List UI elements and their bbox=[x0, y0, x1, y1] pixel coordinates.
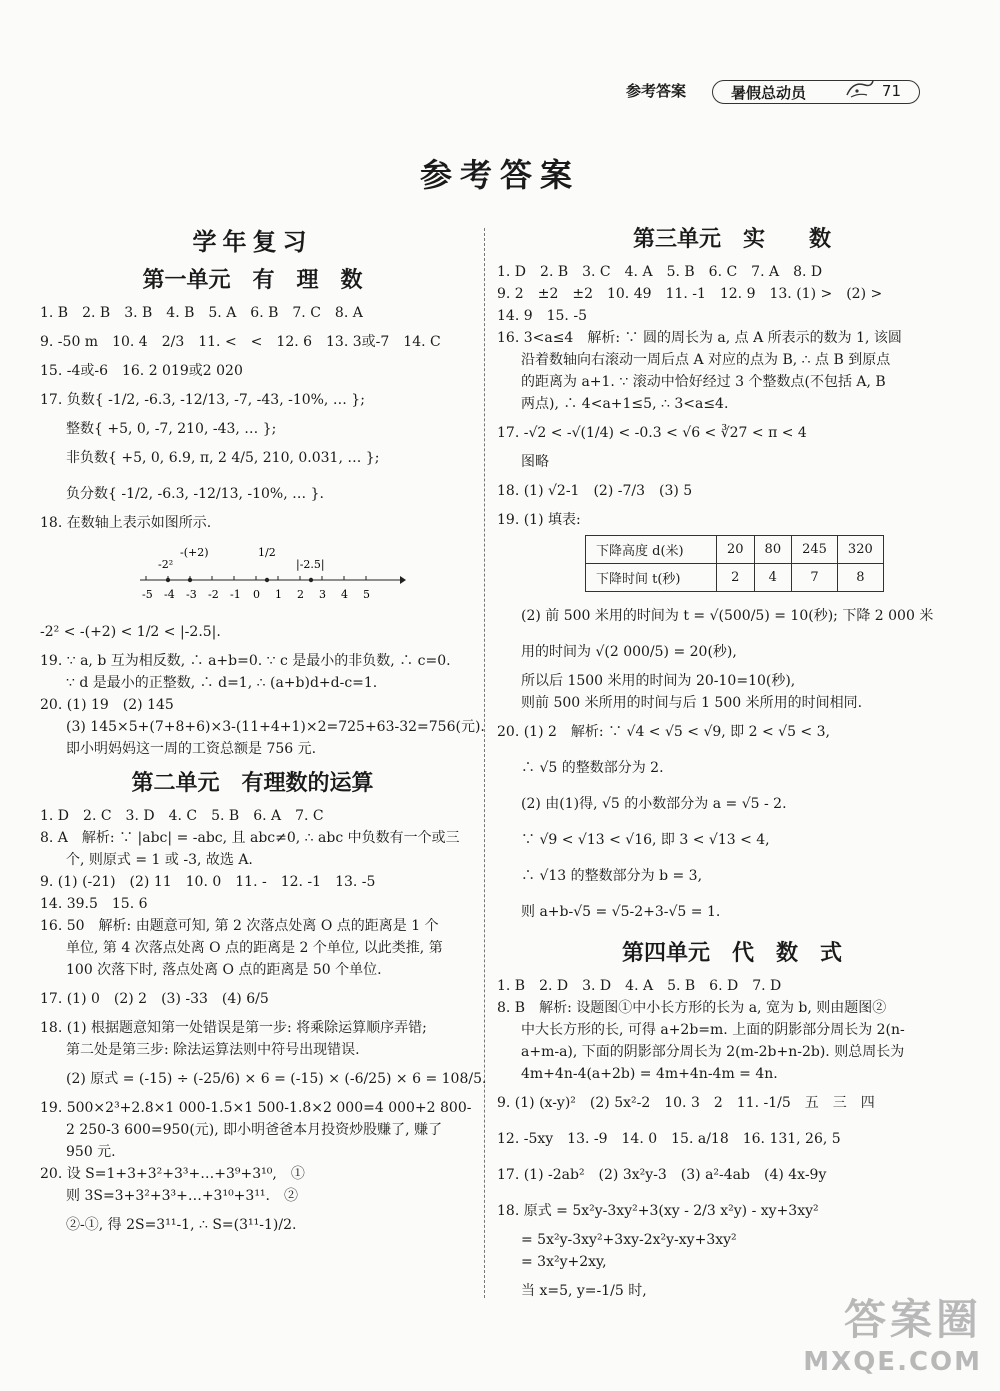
watermark-logo bbox=[803, 1287, 982, 1377]
answer-line: 16. 50 解析: 由题意可知, 第 2 次落点处离 O 点的距离是 1 个 bbox=[40, 918, 439, 934]
table-cell: 245 bbox=[792, 536, 838, 564]
answer-line: 1. B 2. B 3. B 4. B 5. A 6. B 7. C 8. A bbox=[40, 305, 363, 321]
answer-line: (2) 原式 = (-15) ÷ (-25/6) × 6 = (-15) × (-6/25) × 6 = 108/5. bbox=[66, 1071, 487, 1087]
right-column bbox=[497, 222, 967, 1309]
answer-line: 2 250-3 600=950(元), 即小明爸爸本月投资炒股赚了, 赚了 bbox=[66, 1122, 443, 1138]
watermark-text: 答案圈 bbox=[843, 1295, 982, 1344]
table-row bbox=[586, 564, 884, 592]
tick-label: 0 bbox=[253, 588, 260, 601]
answer-line: 20. (1) 19 (2) 145 bbox=[40, 697, 174, 713]
answer-line: 负分数{ -1/2, -6.3, -12/13, -10%, … }. bbox=[66, 486, 324, 502]
answer-line: = 5x²y-3xy²+3xy-2x²y-xy+3xy² bbox=[521, 1232, 737, 1248]
answer-line: 用的时间为 √(2 000/5) = 20(秒), bbox=[521, 644, 737, 660]
answer-line: 18. 在数轴上表示如图所示. bbox=[40, 515, 212, 531]
answer-line: 15. -4或-6 16. 2 019或2 020 bbox=[40, 363, 243, 379]
answer-line: 17. (1) -2ab² (2) 3x²y-3 (3) a²-4ab (4) 4x-9y bbox=[497, 1167, 827, 1183]
point-label: |-2.5| bbox=[296, 558, 325, 571]
answer-line: 4m+4n-4(a+2b) = 4m+4n-4m = 4n. bbox=[521, 1066, 778, 1082]
answer-line: 非负数{ +5, 0, 6.9, π, 2 4/5, 210, 0.031, … }; bbox=[66, 450, 380, 466]
answer-line: = 3x²y+2xy, bbox=[521, 1254, 607, 1270]
table-cell: 80 bbox=[754, 536, 792, 564]
tick-label: -1 bbox=[230, 588, 241, 601]
answer-line: 8. A 解析: ∵ |abc| = -abc, 且 abc≠0, ∴ abc 中负数有一个或三 bbox=[40, 830, 460, 846]
answer-line: (3) 145×5+(7+8+6)×3-(11+4+1)×2=725+63-32=756(元). bbox=[66, 719, 485, 735]
answer-line: 则 a+b-√5 = √5-2+3-√5 = 1. bbox=[521, 904, 721, 920]
tick-label: 1 bbox=[275, 588, 282, 601]
answer-line: 的距离为 a+1. ∵ 滚动中恰好经过 3 个整数点(不包括 A, B bbox=[521, 374, 886, 390]
left-column bbox=[40, 222, 487, 1243]
bird-icon bbox=[843, 73, 877, 107]
answer-line: 9. (1) (x-y)² (2) 5x²-2 10. 3 2 11. -1/5 五 三 四 bbox=[497, 1095, 875, 1111]
answer-line: 则前 500 米所用的时间与后 1 500 米所用的时间相同. bbox=[521, 695, 863, 711]
answer-line: (2) 由(1)得, √5 的小数部分为 a = √5 - 2. bbox=[521, 796, 787, 812]
answer-line: 16. 3<a≤4 解析: ∵ 圆的周长为 a, 点 A 所表示的数为 1, 该圆 bbox=[497, 330, 902, 346]
header-pill bbox=[712, 80, 920, 104]
unit-4-heading: 第四单元 代 数 式 bbox=[621, 941, 842, 966]
number-line-ticks bbox=[146, 576, 366, 580]
answer-line: 第二处是第三步: 除法运算法则中符号出现错误. bbox=[66, 1042, 360, 1058]
watermark-url: MXQE.COM bbox=[803, 1347, 982, 1377]
answer-line: 当 x=5, y=-1/5 时, bbox=[521, 1283, 647, 1299]
tick-label: -3 bbox=[186, 588, 197, 601]
unit-1-heading: 第一单元 有 理 数 bbox=[142, 268, 363, 293]
answer-line: 950 元. bbox=[66, 1144, 116, 1160]
answer-line: ②-①, 得 2S=3¹¹-1, ∴ S=(3¹¹-1)/2. bbox=[66, 1217, 297, 1233]
answer-line: 1. D 2. C 3. D 4. C 5. B 6. A 7. C bbox=[40, 808, 324, 824]
answer-line: 9. (1) (-21) (2) 11 10. 0 11. - 12. -1 13. -5 bbox=[40, 874, 376, 890]
answer-line: 100 次落下时, 落点处离 O 点的距离是 50 个单位. bbox=[66, 962, 382, 978]
table-cell: 2 bbox=[717, 564, 755, 592]
unit-2-heading: 第二单元 有理数的运算 bbox=[131, 771, 374, 796]
answer-line: -2² < -(+2) < 1/2 < |-2.5|. bbox=[40, 624, 221, 640]
answer-line: 19. (1) 填表: bbox=[497, 512, 581, 528]
answer-line: 中大长方形的长, 可得 a+2b=m. 上面的阴影部分周长为 2(n- bbox=[521, 1022, 905, 1038]
tick-label: -2 bbox=[208, 588, 219, 601]
table-cell: 8 bbox=[837, 564, 883, 592]
answer-line: 1. D 2. B 3. C 4. A 5. B 6. C 7. A 8. D bbox=[497, 264, 823, 280]
table-cell: 20 bbox=[717, 536, 755, 564]
tick-label: 2 bbox=[297, 588, 304, 601]
header-label: 参考答案 bbox=[626, 82, 687, 100]
tick-label: -4 bbox=[164, 588, 175, 601]
answer-line: 19. 500×2³+2.8×1 000-1.5×1 500-1.8×2 000=4 000+2 800- bbox=[40, 1100, 472, 1116]
answer-line: 17. (1) 0 (2) 2 (3) -33 (4) 6/5 bbox=[40, 991, 269, 1007]
answer-line: a+m-a), 下面的阴影部分周长为 2(m-2b+n-2b). 则总周长为 bbox=[521, 1044, 905, 1060]
table-cell: 4 bbox=[754, 564, 792, 592]
tick-label: -5 bbox=[142, 588, 153, 601]
fill-in-table bbox=[585, 535, 884, 592]
answer-line: 18. 原式 = 5x²y-3xy²+3(xy - 2/3 x²y) - xy+3xy² bbox=[497, 1203, 819, 1219]
answer-line: 整数{ +5, 0, -7, 210, -43, … }; bbox=[66, 421, 277, 437]
point-label: -(+2) bbox=[180, 546, 209, 559]
table-cell: 下降时间 t(秒) bbox=[586, 564, 717, 592]
answer-line: 1. B 2. D 3. D 4. A 5. B 6. D 7. D bbox=[497, 978, 782, 994]
answer-line: 单位, 第 4 次落点处离 O 点的距离是 2 个单位, 以此类推, 第 bbox=[66, 940, 443, 956]
answer-line: 沿着数轴向右滚动一周后点 A 对应的点为 B, ∴ 点 B 到原点 bbox=[521, 352, 891, 368]
table-cell: 下降高度 d(米) bbox=[586, 536, 717, 564]
answer-line: ∵ d 是最小的正整数, ∴ d=1, ∴ (a+b)d+d-c=1. bbox=[66, 675, 378, 691]
table-cell: 320 bbox=[837, 536, 883, 564]
answer-line: 12. -5xy 13. -9 14. 0 15. a/18 16. 131, 26, 5 bbox=[497, 1131, 841, 1147]
page-title: 参考答案 bbox=[419, 156, 580, 194]
answer-line: 所以后 1500 米用的时间为 20-10=10(秒), bbox=[521, 673, 796, 689]
point-label: -2² bbox=[158, 558, 174, 571]
column-divider bbox=[484, 228, 485, 1298]
header-series: 暑假总动员 bbox=[731, 84, 807, 102]
tick-label: 4 bbox=[341, 588, 348, 601]
point-label: 1/2 bbox=[258, 546, 276, 559]
answer-line: 8. B 解析: 设题图①中小长方形的长为 a, 宽为 b, 则由题图② bbox=[497, 1000, 887, 1016]
answer-line: 18. (1) 根据题意知第一处错误是第一步: 将乘除运算顺序弄错; bbox=[40, 1020, 427, 1036]
tick-label: 5 bbox=[363, 588, 370, 601]
answer-line: 17. 负数{ -1/2, -6.3, -12/13, -7, -43, -10%, … }; bbox=[40, 392, 365, 408]
answer-line: ∴ √13 的整数部分为 b = 3, bbox=[521, 868, 703, 884]
answer-line: 即小明妈妈这一周的工资总额是 756 元. bbox=[66, 741, 317, 757]
table-cell: 7 bbox=[792, 564, 838, 592]
section-heading-year-review: 学年复习 bbox=[192, 228, 313, 256]
answer-line: 9. -50 m 10. 4 2/3 11. < < 12. 6 13. 3或-7 14. C bbox=[40, 334, 441, 350]
page-number: 71 bbox=[881, 82, 901, 100]
tick-label: 3 bbox=[319, 588, 326, 601]
answer-line: 两点), ∴ 4<a+1≤5, ∴ 3<a≤4. bbox=[521, 396, 729, 412]
answer-line: 20. (1) 2 解析: ∵ √4 < √5 < √9, 即 2 < √5 < 3, bbox=[497, 724, 830, 740]
number-line-figure bbox=[136, 538, 465, 608]
answer-line: 19. ∵ a, b 互为相反数, ∴ a+b=0. ∵ c 是最小的非负数, ∴ c=0. bbox=[40, 653, 451, 669]
answer-line: (2) 前 500 米用的时间为 t = √(500/5) = 10(秒); 下降 2 000 米 bbox=[521, 608, 934, 624]
answer-line: 则 3S=3+3²+3³+…+3¹⁰+3¹¹. ② bbox=[66, 1188, 298, 1204]
answer-line: 14. 39.5 15. 6 bbox=[40, 896, 148, 912]
answer-line: 20. 设 S=1+3+3²+3³+…+3⁹+3¹⁰, ① bbox=[40, 1166, 305, 1182]
answer-line: ∵ √9 < √13 < √16, 即 3 < √13 < 4, bbox=[521, 832, 770, 848]
answer-line: 14. 9 15. -5 bbox=[497, 308, 587, 324]
answer-line: 18. (1) √2-1 (2) -7/3 (3) 5 bbox=[497, 483, 693, 499]
unit-3-heading: 第三单元 实 数 bbox=[632, 227, 831, 252]
answer-line: 图略 bbox=[521, 454, 549, 470]
table-row bbox=[586, 536, 884, 564]
answer-line: 9. 2 ±2 ±2 10. 49 11. -1 12. 9 13. (1) > (2) > bbox=[497, 286, 883, 302]
answer-line: 个, 则原式 = 1 或 -3, 故选 A. bbox=[66, 852, 253, 868]
answer-line: 17. -√2 < -√(1/4) < -0.3 < √6 < ∛27 < π < 4 bbox=[497, 425, 807, 441]
answer-line: ∴ √5 的整数部分为 2. bbox=[521, 760, 664, 776]
